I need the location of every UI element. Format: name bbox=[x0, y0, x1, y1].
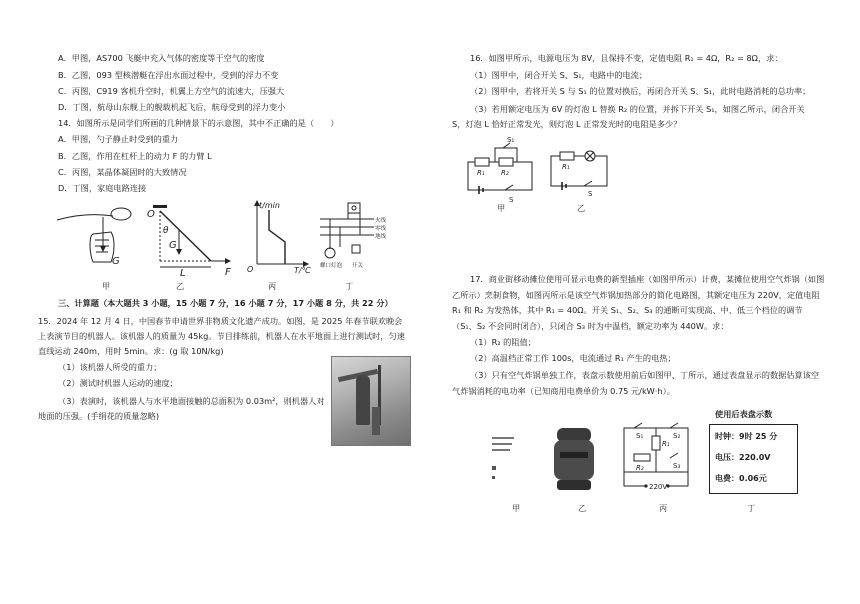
label-s1-bing: S₁ bbox=[636, 432, 644, 440]
q13-option-c: C．丙图，C919 客机升空时，机翼上方空气的流速大，压强大 bbox=[58, 86, 285, 96]
socket-box bbox=[348, 203, 360, 213]
section-three-heading: 三、计算题（本大题共 3 小题，15 小题 7 分，16 小题 7 分，17 小题 8 分，共 22 分） bbox=[58, 298, 393, 308]
circuit-yi-loop bbox=[551, 156, 607, 186]
meter-dot-1 bbox=[492, 466, 496, 470]
air-fryer-image bbox=[551, 426, 597, 492]
label-s-yi: S bbox=[588, 190, 593, 198]
graph-origin-o: O bbox=[247, 265, 254, 274]
q16-part-2: （2）图甲中，若将开关 S 与 S₁ 的位置对换后，再闭合开关 S、S₁，此时电路消耗的总功率； bbox=[470, 86, 811, 96]
lever-arm-label-l: L bbox=[180, 268, 186, 279]
fryer-top bbox=[557, 428, 591, 442]
q14-figure-yi bbox=[145, 203, 240, 278]
label-r2-bing: R₂ bbox=[636, 464, 644, 472]
q15-intro: 15．2024 年 12 月 4 日，中国春节申请世界非物质文化遗产成功。如图，是 2025 年春节联欢晚会上表演节目的机器人。该机器人的质量为 45kg。节目排练前，机器人在水平地面上进行测试时，匀速直线运动 240m，用时 5min。求：(g 取 10N/kg) bbox=[38, 316, 405, 356]
switch-s3-bing bbox=[670, 453, 678, 458]
socket-hole bbox=[352, 206, 356, 210]
q13-option-a: A．甲图，AS700 飞艇中充入气体的密度等于空气的密度 bbox=[58, 53, 265, 63]
q14-option-d: D．丁图，家庭电路连接 bbox=[58, 183, 147, 193]
graph-curve bbox=[269, 210, 285, 264]
switch-s1-bing bbox=[634, 423, 642, 428]
q16-part-1: （1）图甲中，闭合开关 S、S₁，电路中的电流； bbox=[470, 70, 648, 80]
resistor-r2 bbox=[499, 158, 513, 166]
q14-figure-jia bbox=[55, 200, 145, 280]
q16-part-3: （3）若用额定电压为 6V 的灯泡 L 替换 R₂ 的位置，并拆下开关 S₁，如图乙所示，闭合开关 S，灯泡 L 恰好正常发光，则灯泡 L 正常发光时的电阻是多少？ bbox=[452, 104, 805, 129]
meter-voltage: 电压：220.0V bbox=[715, 453, 771, 462]
q16-intro: 16．如图甲所示，电源电压为 8V，且保持不变，定值电阻 R₁ = 4Ω，R₂ = 8Ω，求： bbox=[470, 53, 783, 63]
fryer-handle bbox=[560, 452, 588, 458]
label-r1: R₁ bbox=[477, 169, 485, 177]
lever-support bbox=[153, 205, 167, 208]
meter-time: 时钟：9时 25 分 bbox=[715, 432, 778, 441]
fig-label-yi: 乙 bbox=[176, 281, 185, 291]
label-r2: R₂ bbox=[501, 169, 509, 177]
q14-option-b: B．乙图，作用在杠杆上的动力 F 的力臂 L bbox=[58, 151, 212, 161]
q17-fig-label-bing: 丙 bbox=[659, 503, 668, 513]
q14-option-c: C．丙图，某晶体凝固时的大致情况 bbox=[58, 167, 187, 177]
q15-part-3: （3）表演时，该机器人与水平地面接触的总面积为 0.03m²，则机器人对地面的压强。(手绢花的质量忽略) bbox=[38, 396, 325, 421]
switch-s-yi bbox=[584, 181, 592, 186]
q14-figure-ding bbox=[318, 203, 398, 273]
label-s2-bing: S₂ bbox=[673, 432, 681, 440]
label-r1-bing: R₁ bbox=[662, 440, 670, 448]
label-s3-bing: S₃ bbox=[673, 462, 681, 470]
label-s: S bbox=[509, 196, 514, 204]
label-220v: 220V bbox=[649, 483, 668, 491]
q14-stem: 14．如图所示是同学们所画的几种情景下的示意图，其中不正确的是（ ） bbox=[58, 118, 339, 128]
force-arrowhead bbox=[225, 258, 231, 264]
spoon-handle bbox=[57, 215, 113, 220]
q16-circuit-jia bbox=[465, 136, 540, 204]
bulb-icon bbox=[325, 248, 335, 258]
switch-s2-bing bbox=[670, 423, 678, 428]
robot-photo bbox=[331, 356, 411, 446]
lever-gravity-arrowhead bbox=[176, 249, 182, 255]
switch-icon bbox=[352, 245, 360, 253]
q15-part-1: （1）该机器人所受的重力； bbox=[58, 362, 162, 372]
q14-figure-bing bbox=[245, 200, 315, 275]
lever-bar bbox=[160, 211, 211, 261]
label-r1-yi: R₁ bbox=[562, 163, 570, 171]
fryer-base bbox=[557, 480, 591, 490]
gravity-label-g: G bbox=[112, 256, 120, 267]
neutral-line-label: 零线 bbox=[375, 226, 387, 232]
q17-fig-label-jia: 甲 bbox=[512, 503, 521, 513]
q17-fig-label-ding: 丁 bbox=[747, 503, 756, 513]
q15-part-2: （2）测试时机器人运动的速度； bbox=[58, 378, 178, 388]
graph-x-label: T/℃ bbox=[294, 266, 311, 275]
q16-circuit-yi bbox=[548, 146, 613, 196]
force-label-f: F bbox=[225, 267, 231, 278]
fig-label-bing: 丙 bbox=[268, 281, 277, 291]
q16-fig-label-yi: 乙 bbox=[577, 203, 586, 213]
lever-label-g: G bbox=[169, 240, 177, 251]
resistor-r2-bing bbox=[634, 454, 650, 461]
q17-part-1: （1）R₂ 的阻值； bbox=[470, 337, 536, 347]
spoon-bowl bbox=[111, 208, 131, 220]
q13-option-d: D．丁图，航母山东舰上的舰载机起飞后，航母受到的浮力变小 bbox=[58, 102, 286, 112]
q17-circuit-bing bbox=[620, 420, 695, 492]
q17-fig-label-yi: 乙 bbox=[578, 503, 587, 513]
fryer-body bbox=[554, 440, 594, 480]
q17-meter-before-figure bbox=[488, 428, 528, 488]
resistor-r1 bbox=[475, 158, 489, 166]
q17-part-2: （2）高温档正常工作 100s，电流通过 R₁ 产生的电热； bbox=[470, 353, 676, 363]
switch-label: 开关 bbox=[352, 263, 364, 269]
resistor-r1-yi bbox=[560, 152, 574, 160]
bulb-label: 螺口灯泡 bbox=[320, 263, 343, 269]
fig-label-jia: 甲 bbox=[102, 281, 111, 291]
q16-fig-label-jia: 甲 bbox=[497, 203, 506, 213]
resistor-r1-bing bbox=[652, 436, 660, 450]
label-s1: S₁ bbox=[507, 136, 515, 144]
meter-dot-2 bbox=[492, 476, 495, 479]
terminal-a bbox=[644, 484, 647, 487]
gravity-arrowhead bbox=[100, 246, 106, 252]
q14-option-a: A．甲图，勺子静止时受到的重力 bbox=[58, 134, 179, 144]
ground-line-label: 地线 bbox=[375, 234, 387, 240]
angle-label-theta: θ bbox=[163, 226, 169, 236]
pivot-label-o: O bbox=[147, 209, 155, 220]
graph-y-label: t/min bbox=[259, 201, 280, 210]
q17-part-3: （3）只有空气炸锅单独工作，表盘示数使用前后如图甲、丁所示，通过表盘显示的数据估算该空气炸锅消耗的电功率（已知商用电费单价为 0.75 元/kW·h）。 bbox=[452, 370, 820, 396]
meter-after-title: 使用后表盘示数 bbox=[715, 409, 773, 419]
meter-after-panel bbox=[709, 424, 798, 494]
fire-line-label: 火线 bbox=[375, 218, 387, 224]
meter-fee: 电费：0.06元 bbox=[715, 474, 767, 483]
q17-intro: 17．商业街移动摊位使用可显示电费的新型插座（如图甲所示）计费，某摊位使用空气炸锅（如图乙所示）烹制食物，如图丙所示是该空气炸锅加热部分的简化电路图，其额定电压为 220V，定值电阻 R₁ 和 R₂ 为发热体，其中 R₁ = 40Ω。开关 S₁、S₂、S₃ 的通断可实现高、中、低三个档位的调节（S₁、S₂ 不会同时闭合），只闭合 S₃ 时为中温档，额定功率为 440W。求： bbox=[452, 274, 825, 331]
fig-label-ding: 丁 bbox=[345, 281, 354, 291]
switch-s bbox=[505, 185, 513, 190]
q13-option-b: B．乙图，093 型核潜艇在浮出水面过程中，受到的浮力不变 bbox=[58, 70, 279, 80]
